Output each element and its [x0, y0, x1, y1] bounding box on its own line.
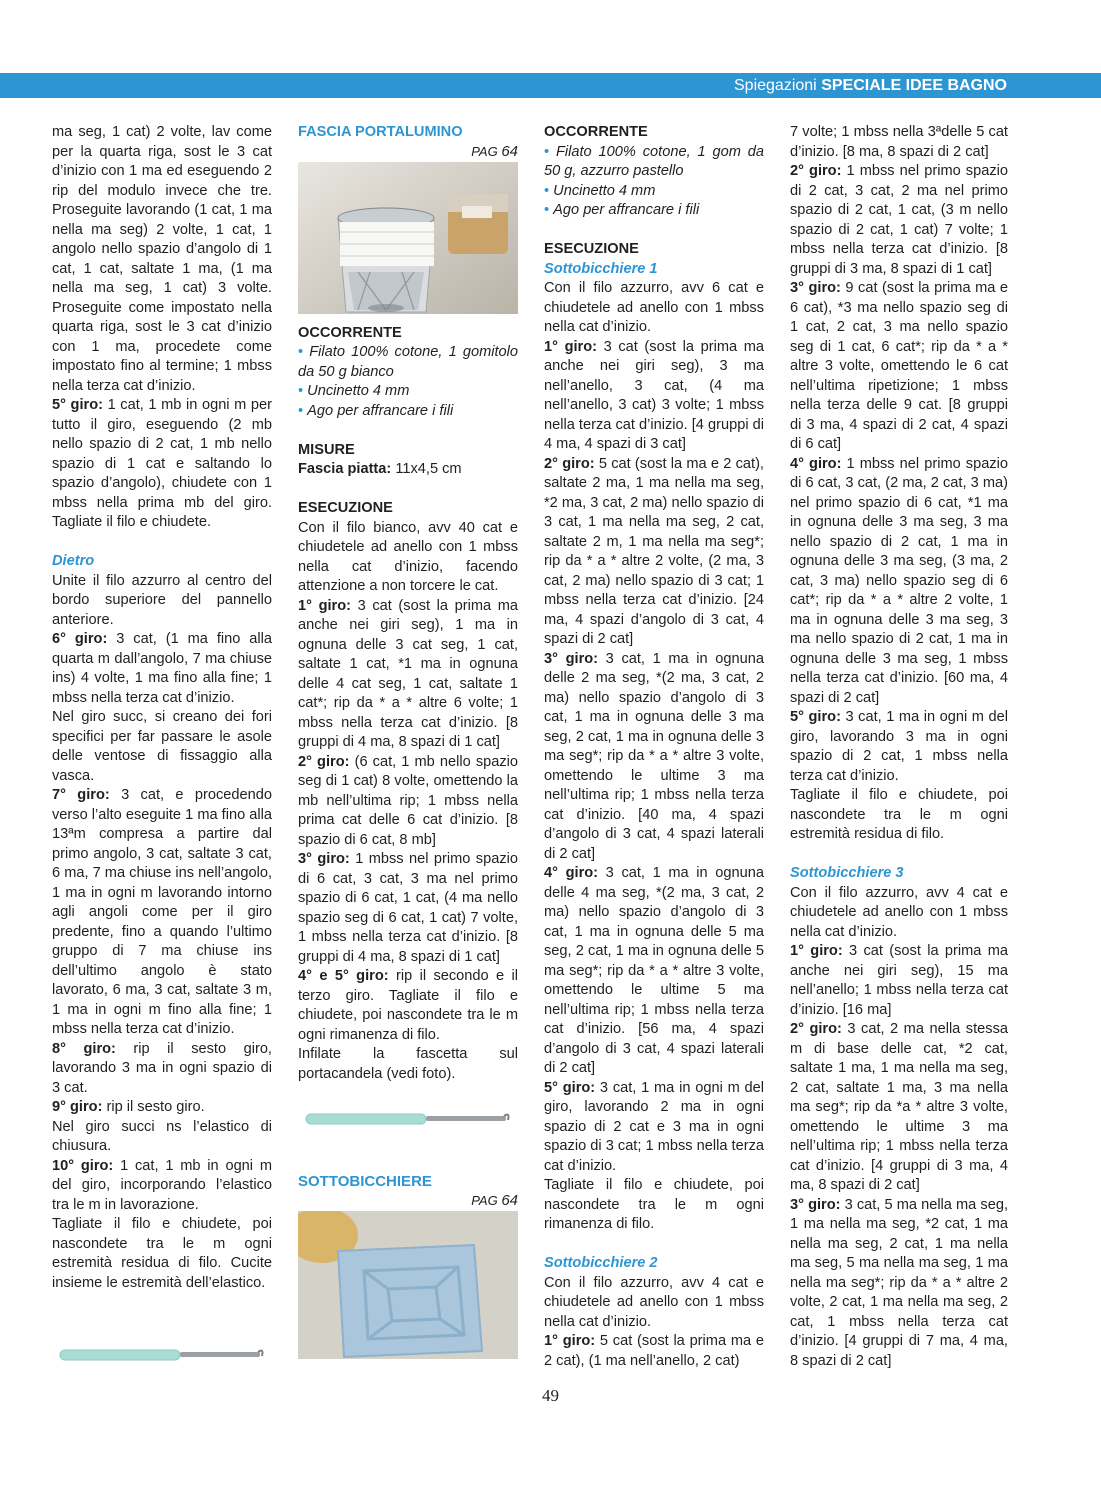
- round-text: 3 cat, 5 ma nella ma seg, 1 ma nella ma seg, *2 cat, 1 ma nella ma seg, 2 cat, 1 ma nella ma seg, 5 ma nella ma seg, 1 ma nella ma seg*; rip da * a * altre 2 volte, 2 cat, 1 ma nella ma seg, 2 cat, 1 mbss nella terza cat d’inizio. [4 gruppi di 7 ma, 4 ma, 8 spazi di 2 cat]: [790, 1196, 1008, 1369]
- round-2: [790, 1020, 1008, 1196]
- list-item: • Filato 100% cotone, 1 gomitolo da 50 g bianco: [298, 344, 518, 380]
- round-7: [52, 786, 272, 1040]
- round-text: 1 mbss nel primo spazio di 2 cat, 3 cat, 2 ma nel primo spazio di 2 cat, 1 cat, (3 m nello spazio di 2 cat, 1 cat) 7 volte; 1 mbss nella terza cat d’inizio. [8 gruppi di 3 ma, 8 spazi di 1 cat]: [790, 163, 1008, 277]
- round-label: 6° giro:: [52, 631, 108, 647]
- round-text: (6 cat, 1 mb nello spazio seg di 1 cat) 8 volte, omettendo la mb nell’ultima rip; 1 mbss nella prima cat delle 6 cat d’inizio. [8 spazio di 6 cat, 8 mb]: [298, 753, 518, 848]
- subsection-title-dietro: Dietro: [52, 553, 95, 569]
- section-title-esecuzione: ESECUZIONE: [544, 241, 639, 257]
- round-text: rip il secondo e il terzo giro. Tagliate il filo e chiudete, poi nascondete tra le m ogni rimanenza di filo.: [298, 968, 518, 1043]
- column-4: [790, 123, 1008, 1371]
- photo-candle-holder: [298, 162, 518, 314]
- subsection-title-sottobicchiere-2: Sottobicchiere 2: [544, 1255, 658, 1271]
- subsection-title-sottobicchiere-3: Sottobicchiere 3: [790, 865, 904, 881]
- measure-label: Fascia piatta:: [298, 461, 392, 477]
- round-text: 3 cat, 2 ma nella stessa m di base delle cat, *2 cat, saltate 1 ma, 1 ma nella ma seg, 2 cat, saltate 1 ma, 3 ma nella ma seg*; rip da *a * altre 3 volte, omettendo le ultime 3 ma nell’ultima rip; 1 mbss nella terza cat d’inizio. [4 gruppi di 3 ma, 4 ma, 8 spazi di 2 cat]: [790, 1021, 1008, 1193]
- round-3: [790, 1196, 1008, 1372]
- paragraph: Nel giro succ, si creano dei fori specifici per far passare le asole delle ventose di fissaggio alla vasca.: [52, 709, 272, 784]
- column-2-lower: [298, 1172, 518, 1359]
- photo-coaster: [298, 1211, 518, 1359]
- round-label: 5° giro:: [544, 1079, 596, 1096]
- list-item: • Uncinetto 4 mm: [544, 182, 656, 199]
- subsection-title-sottobicchiere-1: Sottobicchiere 1: [544, 260, 658, 277]
- page-reference: [298, 1192, 518, 1209]
- round-label: 2° giro:: [790, 163, 842, 179]
- measure-value: 11x4,5 cm: [391, 461, 462, 477]
- round-text: 3 cat, (1 ma fino alla quarta m dall’angolo, 7 ma chiuse ins) 4 volte, 1 ma fino alla fine; 1 mbss nella terza cat d’inizio.: [52, 631, 272, 706]
- round-text: 1 cat, 1 mb in ogni m per tutto il giro, eseguendo (2 mb nello spazio di 2 cat, 1 mb nello spazio di 1 cat e saltando lo spazio d’angolo), chiudete con 1 mbss nella prima mb del giro. Tagliate il filo e chiudete.: [52, 397, 272, 530]
- paragraph: Con il filo azzurro, avv 4 cat e chiudetele ad anello con 1 mbss nella cat d’inizio.: [790, 884, 1008, 940]
- list-item-text: Uncinetto 4 mm: [307, 383, 410, 399]
- list-item-text: Ago per affrancare i fili: [553, 202, 700, 218]
- round-label: 8° giro:: [52, 1040, 116, 1057]
- round-10: [52, 1157, 272, 1216]
- list-item-text: Uncinetto 4 mm: [553, 182, 656, 199]
- section-title-occorrente: OCCORRENTE: [544, 124, 648, 140]
- round-4-5: [298, 967, 518, 1045]
- round-text: 3 cat, 1 ma in ognuna delle 2 ma seg, *(2 ma, 3 cat, 2 ma) nello spazio d’angolo di 3 cat, 1 ma in ognuna delle 3 ma seg, 2 cat, 1 ma in ognuna delle 3 ma seg*; rip da * a * altre 3 volte, omettendo le ultime 3 ma nell’ultima rip; 1 mbss nella terza cat d’inizio. [40 ma, 4 spazi d’angolo di 3 cat, 4 spazi laterali di 2 cat]: [544, 650, 764, 862]
- round-8: [52, 1040, 272, 1099]
- round-text: 3 cat (sost la prima ma anche nei giri seg), 3 ma nell’anello, 3 cat, (4 ma nell’anello, 3 cat) 3 volte; 1 mbss nella terza cat d’inizio. [4 gruppi di 4 ma, 4 spazi di 3 cat]: [544, 338, 764, 452]
- round-label: 3° giro:: [298, 851, 350, 867]
- round-text: 3 cat, 1 ma in ognuna delle 4 ma seg, *(2 ma, 3 cat, 2 ma) nello spazio d’angolo di 3 cat, 1 ma in ognuna delle 5 ma seg, 2 cat, 1 ma in ognuna delle 5 ma seg*; rip da * a * altre 3 volte, omettendo le ultime 5 ma nell’ultima rip; 1 mbss nella terza cat d’inizio. [56 ma, 4 spazi d’angolo di 3 cat, 4 spazi laterali di 2 cat]: [544, 865, 764, 1076]
- list-item: • Ago per affrancare i fili: [298, 402, 454, 419]
- crochet-hook-illustration: [304, 1108, 514, 1130]
- pag-number: 64: [501, 142, 518, 160]
- round-label: 10° giro:: [52, 1157, 114, 1174]
- round-6: [52, 630, 272, 708]
- list-item-text: Ago per affrancare i fili: [307, 402, 454, 419]
- round-text: 5 cat (sost la prima ma e 2 cat), (1 ma nell’anello, 2 cat): [544, 1333, 764, 1369]
- round-text: rip il sesto giro.: [102, 1099, 205, 1115]
- round-text: 3 cat (sost la prima ma anche nei giri seg), 1 ma in ognuna delle 3 cat seg, 1 cat, saltate 1 cat, *1 ma in ognuna delle 4 cat seg, 1 cat, saltate 1 cat*; rip da * a * altre 6 volte; 1 mbss nella terza cat d’inizio. [8 gruppi di 4 ma, 8 spazi di 1 cat]: [298, 597, 518, 750]
- article-title-sottobicchiere: SOTTOBICCHIERE: [298, 1173, 432, 1190]
- list-item-text: Filato 100% cotone, 1 gom da 50 g, azzurro pastello: [544, 143, 764, 179]
- section-header-bar: [0, 73, 1101, 98]
- section-title-esecuzione: ESECUZIONE: [298, 500, 393, 516]
- round-label: 2° giro:: [298, 753, 350, 770]
- round-5: [52, 396, 272, 533]
- round-label: 3° giro:: [544, 650, 599, 667]
- round-3: [544, 650, 764, 865]
- round-label: 1° giro:: [544, 1333, 596, 1349]
- paragraph: Unite il filo azzurro al centro del bordo superiore del pannello anteriore.: [52, 572, 272, 628]
- round-text: 3 cat, 1 ma in ogni m del giro, lavorando 3 ma in ogni spazio di 2 cat, 1 mbss nella terza cat d’inizio.: [790, 709, 1008, 784]
- paragraph: Con il filo bianco, avv 40 cat e chiudetele ad anello con 1 mbss nella cat d’inizio, facendo attenzione a non torcere le cat.: [298, 519, 518, 594]
- paragraph: Con il filo azzurro, avv 6 cat e chiudetele ad anello con 1 mbss nella cat d’inizio.: [544, 280, 764, 335]
- round-3: [298, 850, 518, 967]
- measurements: [298, 460, 518, 480]
- round-label: 3° giro:: [790, 280, 841, 296]
- column-1: [52, 123, 272, 1293]
- column-2: [298, 123, 518, 1084]
- paragraph: Nel giro succi ns l’elastico di chiusura.: [52, 1118, 272, 1154]
- round-2: [790, 162, 1008, 279]
- round-1: [544, 1332, 764, 1371]
- round-4: [544, 864, 764, 1079]
- round-1: [298, 597, 518, 753]
- round-text: rip il sesto giro, lavorando 3 ma in ogni spazio di 3 cat.: [52, 1040, 272, 1096]
- round-text: 3 cat, 1 ma in ogni m del giro, lavorando 2 ma in ogni spazio di 2 cat e 3 ma in ogni spazio di 3 cat; 1 mbss nella terza cat d’inizio.: [544, 1079, 764, 1174]
- round-9: [52, 1098, 272, 1118]
- section-title-occorrente: OCCORRENTE: [298, 324, 402, 341]
- round-text: 1 mbss nel primo spazio di 6 cat, 3 cat, 3 ma nel primo spazio di 6 cat, 1 cat, (4 ma nello spazio seg di 6 cat, 1 cat) 7 volte, 1 mbss nella terza cat d’inizio. [8 gruppi di 4 ma, 8 spazi di 1 cat]: [298, 851, 518, 965]
- paragraph: Tagliate il filo e chiudete, poi nascondete tra le m ogni estremità residua di filo.: [790, 787, 1008, 842]
- article-title-fascia: FASCIA PORTALUMINO: [298, 124, 463, 140]
- section-header-text: [734, 76, 1007, 95]
- list-item: • Filato 100% cotone, 1 gom da 50 g, azzurro pastello: [544, 143, 764, 179]
- round-label: 1° giro:: [298, 597, 351, 614]
- header-title: SPECIALE IDEE BAGNO: [821, 77, 1007, 94]
- paragraph: Tagliate il filo e chiudete, poi nascondete tra le m ogni estremità residua di filo. Cucite insieme le estremità dell’elastico.: [52, 1216, 272, 1291]
- round-5: [544, 1079, 764, 1177]
- round-1: [544, 338, 764, 455]
- round-label: 2° giro:: [790, 1021, 842, 1037]
- round-2: [544, 455, 764, 650]
- round-label: 1° giro:: [790, 943, 843, 959]
- round-label: 9° giro:: [52, 1099, 103, 1115]
- round-text: 5 cat (sost la ma e 2 cat), saltate 2 ma, 1 ma nella ma seg, *2 ma, 3 cat, 2 ma) nello spazio di 3 cat, 1 ma nella ma seg, 2 cat, saltate 2 m, 1 ma nella ma seg*; rip da * a * altre 2 volte, (2 ma, 3 cat, 2 ma) nello spazio di 3 cat; 1 mbss nella terza cat d’inizio. [24 ma, 4 spazi d’angolo di 3 cat, 4 spazi di 2 cat]: [544, 455, 764, 647]
- paragraph: ma seg, 1 cat) 2 volte, lav come per la quarta riga, sost le 3 cat d’inizio con 1 ma ed eseguendo 2 rip del modulo invece che tre. Proseguite lavorando (1 cat, 1 ma nella ma seg) 2 volte, 1 cat, 1 angolo nello spazio d’angolo di 1 cat, 1 cat, saltate 1 ma, (1 ma nella ma seg, 1 cat) 3 volte. Proseguite come impostato nella quarta riga, sost le 3 cat d’inizio con 1 ma, procedete come impostato fino al termine; 1 mbss nella terza cat d’inizio.: [52, 124, 272, 394]
- round-2: [298, 753, 518, 851]
- round-text: 3 cat (sost la prima ma anche nei giri seg), 15 ma nell’anello; 1 mbss nella terza cat d’inizio. [16 ma]: [790, 943, 1008, 1018]
- page-number: 49: [542, 1386, 559, 1405]
- round-label: 4° giro:: [790, 455, 842, 472]
- round-label: 5° giro:: [790, 709, 841, 725]
- round-text: 1 mbss nel primo spazio di 6 cat, 3 cat, (2 ma, 2 cat, 3 ma) nel primo spazio di 6 cat, *1 ma in ognuna delle 3 ma seg, 3 ma nello spazio di 2 cat, 1 ma in ognuna delle 3 ma seg, (3 ma, 2 cat, 3 ma) nello spazio seg di 6 cat*; rip da * a * altre 2 volte, 1 ma in ognuna delle 3 ma seg, 3 ma nello spazio di 2 cat, 1 ma in ognuna delle 3 ma seg, 1 mbss nella terza cat d’inizio. [60 ma, 4 spazi di 2 cat]: [790, 455, 1008, 706]
- round-label: 7° giro:: [52, 787, 110, 803]
- round-text: 3 cat, e procedendo verso l’alto eseguite 1 ma fino alla 13ªm compresa a partire dal primo angolo, 3 cat, saltate 3 cat, 6 ma, 7 ma chiuse ins nell’angolo, 1 ma in ogni m lavorando intorno agli angoli come per il giro predente, fino a quando l’ultimo gruppo di 7 ma chiuse ins dell’ultimo angolo è stato lavorato, 6 ma, 3 cat, saltate 3 m, 1 ma in ogni m fino alla fine; 1 mbss nella terza cat d’inizio.: [52, 787, 272, 1037]
- paragraph: 7 volte; 1 mbss nella 3ªdelle 5 cat d’inizio. [8 ma, 8 spazi di 2 cat]: [790, 124, 1008, 160]
- crochet-hook-illustration: [58, 1344, 268, 1366]
- list-item: • Uncinetto 4 mm: [298, 383, 410, 399]
- round-5: [790, 708, 1008, 786]
- round-label: 1° giro:: [544, 338, 597, 355]
- pag-prefix: PAG: [471, 143, 498, 159]
- round-text: 1 cat, 1 mb in ogni m del giro, incorporando l’elastico tra le m in lavorazione.: [52, 1157, 272, 1213]
- page-reference: [298, 143, 518, 160]
- round-3: [790, 279, 1008, 455]
- pag-prefix: PAG: [471, 1192, 498, 1208]
- paragraph: Infilate la fascetta sul portacandela (vedi foto).: [298, 1046, 518, 1082]
- round-label: 3° giro:: [790, 1196, 841, 1213]
- round-label: 4° giro:: [544, 865, 599, 881]
- pag-number: 64: [501, 1191, 518, 1209]
- list-item-text: Filato 100% cotone, 1 gomitolo da 50 g bianco: [298, 344, 518, 380]
- round-label: 5° giro:: [52, 397, 103, 413]
- header-prefix: Spiegazioni: [734, 77, 817, 94]
- column-3: [544, 123, 764, 1371]
- paragraph: Tagliate il filo e chiudete, poi nascondete tra le m ogni rimanenza di filo.: [544, 1177, 764, 1232]
- round-label: 2° giro:: [544, 455, 595, 472]
- round-label: 4° e 5° giro:: [298, 968, 389, 984]
- paragraph: Con il filo azzurro, avv 4 cat e chiudetele ad anello con 1 mbss nella cat d’inizio.: [544, 1274, 764, 1330]
- section-title-misure: MISURE: [298, 441, 355, 458]
- round-1: [790, 942, 1008, 1020]
- list-item: • Ago per affrancare i fili: [544, 202, 700, 218]
- round-text: 9 cat (sost la prima ma e 6 cat), *3 ma nello spazio seg di 1 cat, 2 cat, 3 ma nello spazio seg di 1 cat, 6 cat*; rip da * a * altre 3 volte, omettendo le 6 cat nell’ultima ripetizione; 1 mbss nella terza delle 9 cat. [8 gruppi di 3 ma, 4 spazi di 2 cat, 4 spazi di 6 cat]: [790, 280, 1008, 452]
- round-4: [790, 455, 1008, 709]
